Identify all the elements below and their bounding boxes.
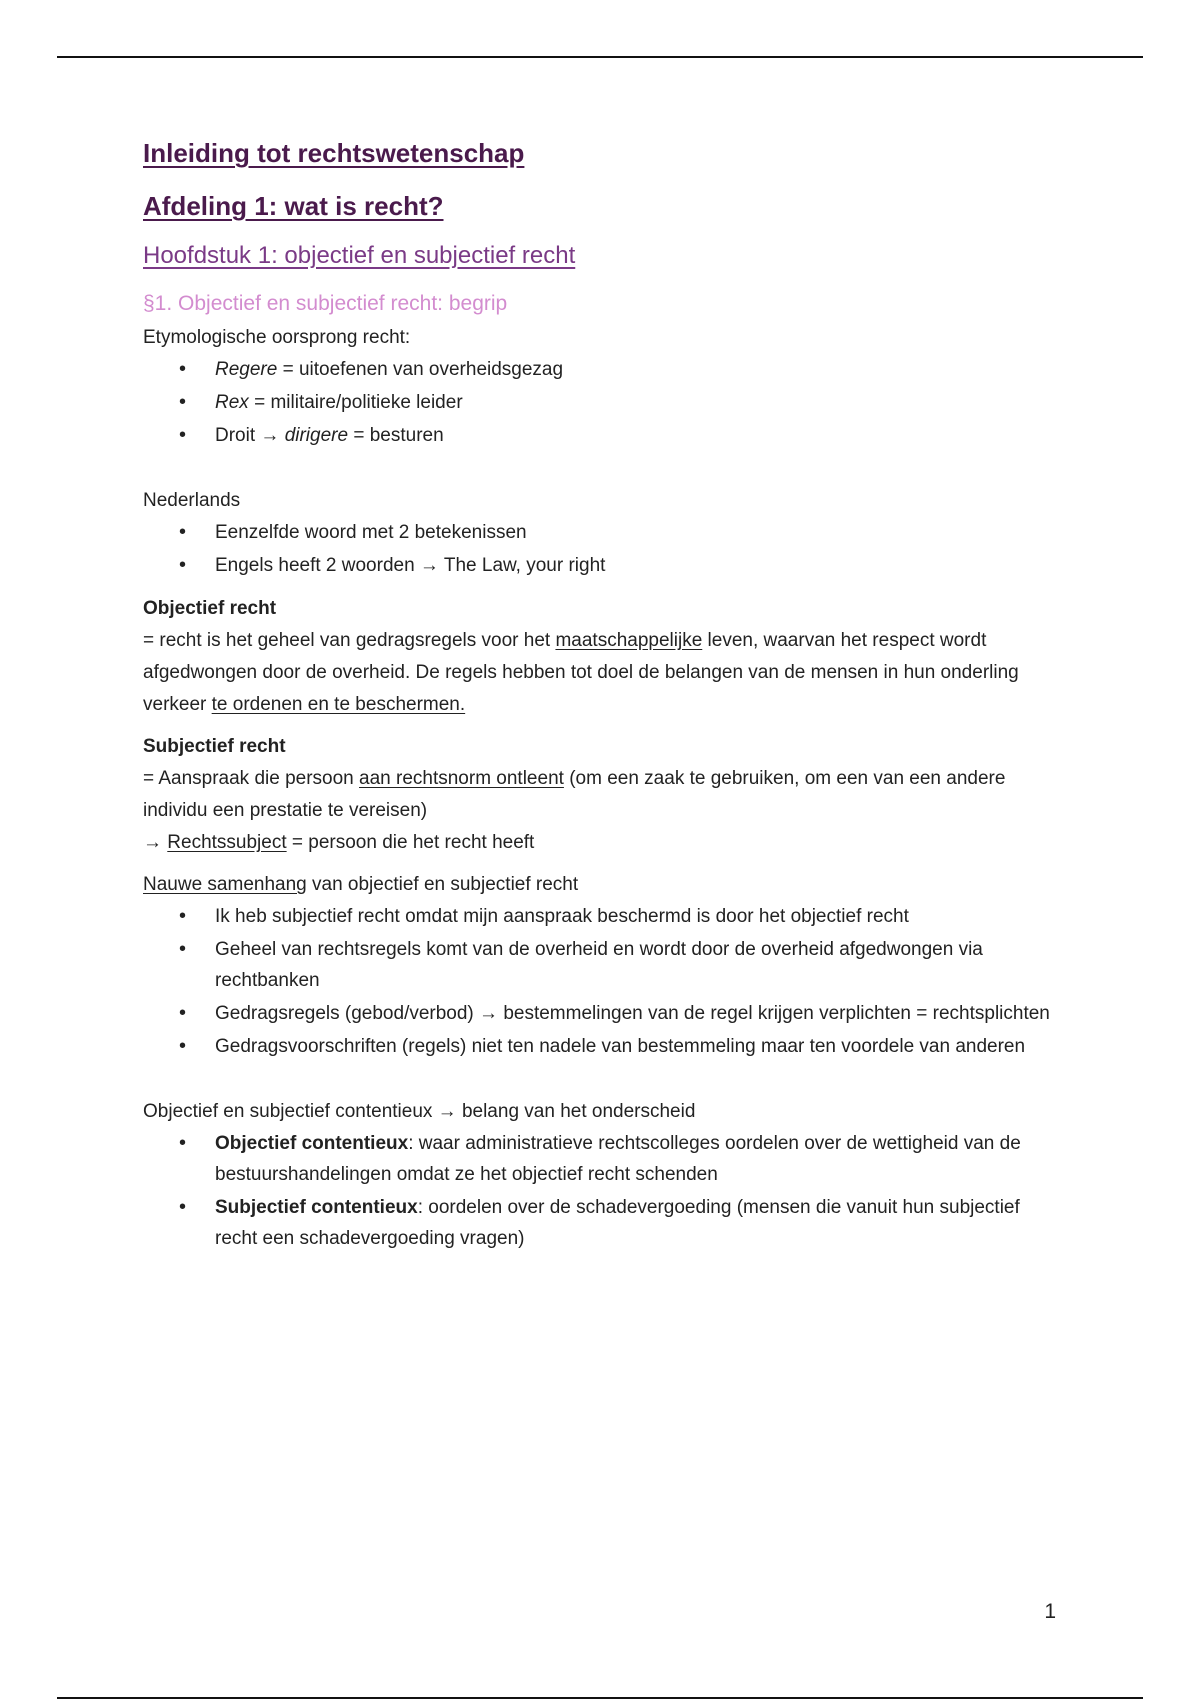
coherence-list <box>143 901 1063 1062</box>
coherence-intro: Nauwe samenhang van objectief en subjectief recht <box>143 874 579 895</box>
subjective-law-heading: Subjectief recht <box>143 736 286 757</box>
list-item: • Objectief contentieux: waar administratieve rechtscolleges oordelen over de wettigheid van de bestuurshandelingen omdat ze het objectief recht schenden <box>215 1128 1063 1190</box>
etymology-list <box>143 354 1063 451</box>
footer-rule <box>57 1697 1143 1699</box>
list-item: • Gedragsregels (gebod/verbod) → bestemmelingen van de regel krijgen verplichten = rechtsplichten <box>215 998 1063 1029</box>
document-body <box>143 138 1063 1256</box>
subjective-law-definition: = Aanspraak die persoon aan rechtsnorm ontleent (om een zaak te gebruiken, om een van een andere individu een prestatie te vereisen) <box>143 768 1006 821</box>
contentieux-list <box>143 1128 1063 1254</box>
etymology-intro: Etymologische oorsprong recht: <box>143 327 411 348</box>
list-item: • Ik heb subjectief recht omdat mijn aanspraak beschermd is door het objectief recht <box>215 901 1063 932</box>
division-heading: Afdeling 1: wat is recht? <box>143 191 444 221</box>
list-item: • Regere = uitoefenen van overheidsgezag <box>215 354 1063 385</box>
objective-law-heading: Objectief recht <box>143 598 277 619</box>
legal-subject-line: → Rechtssubject = persoon die het recht heeft <box>143 832 535 853</box>
objective-law-definition: = recht is het geheel van gedragsregels voor het maatschappelijke leven, waarvan het respect wordt afgedwongen door de overheid. De regels hebben tot doel de belangen van de mensen in hun onderling verkeer te ordenen en te beschermen. <box>143 630 1019 715</box>
list-item: • Gedragsvoorschriften (regels) niet ten nadele van bestemmeling maar ten voordele van anderen <box>215 1031 1063 1062</box>
list-item: • Eenzelfde woord met 2 betekenissen <box>215 517 1063 548</box>
list-item: • Rex = militaire/politieke leider <box>215 387 1063 418</box>
dutch-list <box>143 517 1063 581</box>
header-rule <box>57 56 1143 58</box>
list-item: • Engels heeft 2 woorden → The Law, your right <box>215 550 1063 581</box>
section-heading: §1. Objectief en subjectief recht: begrip <box>143 292 508 315</box>
chapter-heading: Hoofdstuk 1: objectief en subjectief recht <box>143 242 576 269</box>
document-title: Inleiding tot rechtswetenschap <box>143 138 525 168</box>
list-item: • Subjectief contentieux: oordelen over de schadevergoeding (mensen die vanuit hun subjectief recht een schadevergoeding vragen) <box>215 1192 1063 1254</box>
list-item: • Geheel van rechtsregels komt van de overheid en wordt door de overheid afgedwongen via rechtbanken <box>215 934 1063 996</box>
page-number: 1 <box>1044 1600 1056 1623</box>
list-item: • Droit → dirigere = besturen <box>215 420 1063 451</box>
contentieux-intro: Objectief en subjectief contentieux → belang van het onderscheid <box>143 1101 696 1122</box>
dutch-intro: Nederlands <box>143 490 241 511</box>
